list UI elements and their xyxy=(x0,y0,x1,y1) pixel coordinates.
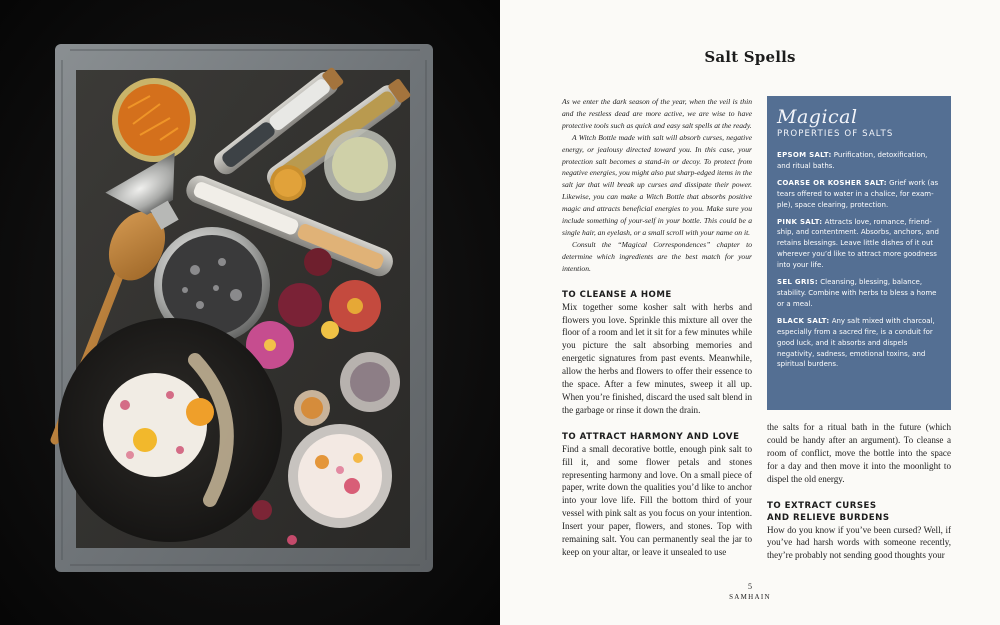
sidebar-title-script: Magical xyxy=(777,106,858,128)
sidebar-desc: Any salt mixed with charcoal, especially from a sacred fire, is a conduit for good luck, and it absorbs and dispels negativity, sadness, emotional toxins, and spiritual burdens. xyxy=(777,316,935,369)
sidebar-term: BLACK SALT: xyxy=(777,316,830,325)
section-text-cleanse: Mix together some kosher salt with herbs and flowers you love. Sprinkle this mixture all over the floor of a room and let it sit for a few minutes while you picture the salt absorbing memories and energetic signatures from past events. Meanwhile, allow the herbs and flowers to offer their essence to the space. After a few minutes, sweep it all up. When you’re finished, discard the used salt blend in the garbage or rinse it down the drain. xyxy=(562,301,752,415)
section-heading-cleanse: TO CLEANSE A HOME xyxy=(562,289,672,300)
sidebar-term: PINK SALT: xyxy=(777,217,823,226)
section-heading-harmony: TO ATTRACT HARMONY AND LOVE xyxy=(562,431,740,442)
sidebar-desc: Attracts love, romance, friend-ship, and contentment. Absorbs, anchors, and retains blessings. Leave little dishes of it out wherever you’d like to attract more goodness into your life. xyxy=(777,217,939,270)
right-text-column xyxy=(767,96,951,562)
sidebar-entry xyxy=(777,217,941,272)
sidebar-desc: Cleansing, blessing, balance, stability. Combine with herbs to bless a home or a meal. xyxy=(777,278,937,308)
heading-line: TO EXTRACT CURSES xyxy=(767,500,877,511)
intro-paragraph: Consult the “Magical Correspondences” chapter to determine which ingredients are the best match for your intention. xyxy=(562,239,752,273)
intro-text xyxy=(562,96,752,275)
sidebar-term: SEL GRIS: xyxy=(777,278,819,287)
section-heading-curses xyxy=(767,500,951,524)
left-text-column xyxy=(562,96,752,559)
sidebar-term: EPSOM SALT: xyxy=(777,151,832,159)
sidebar-desc: Grief work (as tears offered to water in a chalice, for exam-ple), space clearing, protection. xyxy=(777,178,939,209)
sidebar-entry xyxy=(777,150,941,172)
sidebar-entry xyxy=(777,277,941,310)
text-page xyxy=(500,0,1000,625)
section-text-curses: How do you know if you’ve been cursed? Well, if you’ve had harsh words with someone recently, they’re probably not sending good thoughts your xyxy=(767,524,951,561)
page-title: Salt Spells xyxy=(704,48,796,66)
sidebar-entry xyxy=(777,178,941,211)
sidebar-term: COARSE OR KOSHER SALT: xyxy=(777,178,887,187)
page-number: 5 xyxy=(748,582,752,591)
intro-paragraph: As we enter the dark season of the year, when the veil is thin and the restless dead are more active, we are wise to have protective tools such as quick and easy salt spells at the ready. xyxy=(562,97,752,130)
intro-paragraph: A Witch Bottle made with salt will absorb curses, negative energy, or jealousy directed toward you. In this case, your protection salt becomes a stand-in or decoy. To protect from negative energies, you might also put sharp-edged items in the salt jar that will break up curses and dissipate their power. Likewise, you can make a Witch Bottle that absorbs positive magic and attracts beneficial energies to you. Make sure you include something of your-self in your bottle. This could be a single hair, an eyelash, or a small scroll with your name on it. xyxy=(562,132,752,237)
sidebar-desc: Purification, detoxification, and ritual baths. xyxy=(777,151,928,170)
sidebar-box xyxy=(767,96,951,410)
page-footer xyxy=(500,582,1000,601)
sidebar-title: PROPERTIES OF SALTS xyxy=(777,129,894,139)
section-text-harmony: Find a small decorative bottle, enough pink salt to fill it, and some flower petals and stones representing harmony and love. On a small piece of paper, write down the qualities you’d like to anchor into your love life. Fill the bottom third of your vessel with pink salt as you focus on your intention. Insert your paper, flowers, and stones. Top with remaining salt. You can permanently seal the jar to keep on your altar, or leave it unsealed to use xyxy=(562,443,752,557)
section-text-harmony-continued: the salts for a ritual bath in the future (which could be handy after an argument). To cleanse a room of conflict, move the bottle into the space for a day and then move it into the moonlight to dispel the old energy. xyxy=(767,422,951,484)
heading-line: AND RELIEVE BURDENS xyxy=(767,512,890,523)
running-foot: SAMHAIN xyxy=(729,593,771,601)
sidebar-entry xyxy=(777,316,941,371)
